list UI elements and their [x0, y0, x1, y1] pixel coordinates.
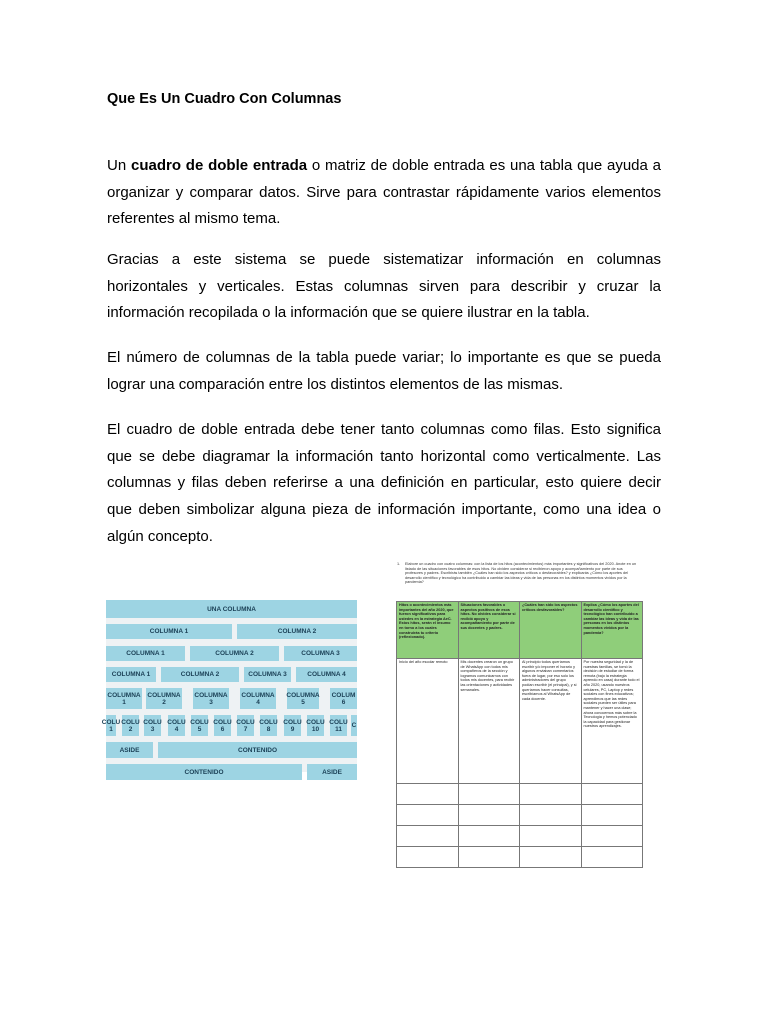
grid-box: COLUMNA 2 — [237, 624, 357, 639]
table-cell-empty — [581, 805, 643, 826]
grid-box: UNA COLUMNA — [106, 600, 357, 618]
grid-box: COLUMNA 1 — [106, 688, 142, 709]
definition-term: cuadro de doble entrada — [130, 157, 308, 174]
table-cell: Mis docentes crearon un grupo de WhatsApp con todos mis compañeros de la sección y logramos comunicarnos con todos mis docentes, para recibir las orientaciones y actividades semanales. — [458, 659, 520, 784]
grid-box: COLUMNA 1 — [106, 667, 156, 682]
table-cell-empty — [581, 784, 643, 805]
table-row-empty — [397, 847, 643, 868]
table-row-empty — [397, 784, 643, 805]
table-cell-empty — [397, 826, 459, 847]
grid-box: COLUMNA 1 — [106, 646, 185, 661]
table-cell-empty — [520, 826, 582, 847]
definition-intro: Un — [107, 157, 131, 174]
table-cell-empty — [397, 847, 459, 868]
grid-box: COLU 10 — [307, 715, 324, 736]
grid-box: COLUMNA 3 — [244, 667, 291, 682]
column-grid-image — [101, 600, 357, 776]
table-cell-empty — [581, 826, 643, 847]
table-cell-empty — [581, 847, 643, 868]
table-cell-empty — [520, 805, 582, 826]
table-cell: Al principio todos queríamos escribir y/o imponer el horario y algunos enviaban comentarios fuera de lugar, por eso solo los administradores del grupo podían escribir (el principal), y si queríamos hacer consultas, escribíamos al WhatsApp de cada docente. — [520, 659, 582, 784]
paragraph-definition — [107, 153, 661, 233]
question-number: 1. — [397, 562, 401, 566]
grid-box: COLU 11 — [330, 715, 347, 736]
grid-box: C — [351, 715, 357, 736]
table-cell: Inicio del año escolar remoto — [397, 659, 459, 784]
table-cell-empty — [397, 805, 459, 826]
grid-box: COLU 9 — [284, 715, 301, 736]
grid-box: COLU 5 — [191, 715, 208, 736]
grid-box: COLUMNA 1 — [106, 624, 232, 639]
table-cell-empty — [397, 784, 459, 805]
table-row-empty — [397, 805, 643, 826]
grid-box: COLU 3 — [144, 715, 161, 736]
table-header-cell: Hitos o acontecimientos más importantes del año 2020, que fueron significativos para ustedes en la estrategia AeC. Estos hitos, serán el insumo en torno a los cuales construirás tu criterio (reflexionado). — [397, 602, 459, 659]
grid-box: COLU 1 — [106, 715, 116, 736]
paragraph-rows: El cuadro de doble entrada debe tener tanto columnas como filas. Esto significa que se debe diagramar la información tanto horizontal como verticalmente. Las columnas y filas deben referirse a una definición en particular, esto quiere decir que deben simbolizar alguna pieza de información importante, como una idea o algún concepto. — [107, 421, 661, 545]
paragraph-columns: El número de columnas de la tabla puede variar; lo importante es que se pueda lograr una comparación entre los distintos elementos de las mismas. — [107, 349, 661, 393]
grid-box: ASIDE — [106, 742, 153, 758]
table-row-empty — [397, 826, 643, 847]
table-row — [397, 659, 643, 784]
question-text: Elabore un cuadro con cuatro columnas: con la lista de los hitos (acontecimientos) más importantes y significativos del 2020. Anote en un listado de las situaciones favorables de esos hitos. No olviden considerar si recibieron apoyo y acompañamiento por parte de sus profesores y padres. Escribirás también ¿Cuáles han sido los aspectos críticos o desfavorables? y explicarás ¿Cómo los aportes del desarrollo científico y tecnológico ha contribuido a cambiar las ideas y vida de las personas en los distintos momentos vividos por la pandemia? — [405, 562, 637, 585]
grid-box: COLU 4 — [168, 715, 185, 736]
table-header-cell: Situaciones favorables o aspectos positivos de esos hitos. No olvides considerar si recibió apoyo y acompañamiento por parte de sus docentes y padres. — [458, 602, 520, 659]
definition-rest: o matriz de doble entrada es una tabla que ayuda a organizar y comparar datos. Sirve para contrastar rápidamente varios elementos referentes al mismo tema. — [107, 157, 661, 228]
table-cell-empty — [458, 826, 520, 847]
table-cell: Por nuestra seguridad y la de nuestras familias, se tomó la decisión de estudiar de forma remota (bajo la estrategia aprendo en casa) durante todo el año 2020, usando nuestros celulares, PC, Laptop y redes sociales con fines educativos; aprendimos que las redes sociales pueden ser útiles para mantener y hacer una clase; ahora conocemos más sobre la Tecnología y hemos potenciado la capacidad para gestionar nuestros aprendizajes. — [581, 659, 643, 784]
paragraph-system: Gracias a este sistema se puede sistematizar información en columnas horizontales y verticales. Estas columnas sirven para describir y cruzar la información recopilada o la información que se quiere ilustrar en la tabla. — [107, 251, 661, 322]
grid-box: COLUMNA 2 — [190, 646, 279, 661]
grid-box: COLU 6 — [214, 715, 231, 736]
example-table — [396, 601, 643, 868]
table-header-cell: ¿Cuáles han sido los aspectos críticos desfavorables? — [520, 602, 582, 659]
grid-box: ASIDE — [307, 764, 357, 780]
grid-box: COLU 7 — [237, 715, 254, 736]
grid-box: COLUMNA 2 — [161, 667, 239, 682]
table-cell-empty — [520, 784, 582, 805]
grid-box: COLUMNA 4 — [296, 667, 357, 682]
table-header-cell: Explica ¿Cómo los aportes del desarrollo científico y tecnológico han contribuido a cambiar las ideas y vida de las personas en los distintos momentos vividos por la pandemia? — [581, 602, 643, 659]
grid-box: COLUM 6 — [330, 688, 357, 709]
table-cell-empty — [458, 847, 520, 868]
grid-box: COLUMNA 3 — [193, 688, 229, 709]
grid-box: COLUMNA 3 — [284, 646, 357, 661]
table-cell-empty — [458, 805, 520, 826]
table-cell-empty — [458, 784, 520, 805]
page-title: Que Es Un Cuadro Con Columnas — [107, 91, 342, 107]
table-cell-empty — [520, 847, 582, 868]
grid-box: COLU 8 — [260, 715, 277, 736]
grid-box: COLUMNA 5 — [287, 688, 319, 709]
grid-box: COLUMNA 2 — [146, 688, 182, 709]
grid-box: COLU 2 — [122, 715, 139, 736]
grid-box: CONTENIDO — [106, 764, 302, 780]
grid-box: COLUMNA 4 — [240, 688, 276, 709]
grid-box: CONTENIDO — [158, 742, 357, 758]
example-table-image — [393, 558, 643, 873]
table-header-row — [397, 602, 643, 659]
